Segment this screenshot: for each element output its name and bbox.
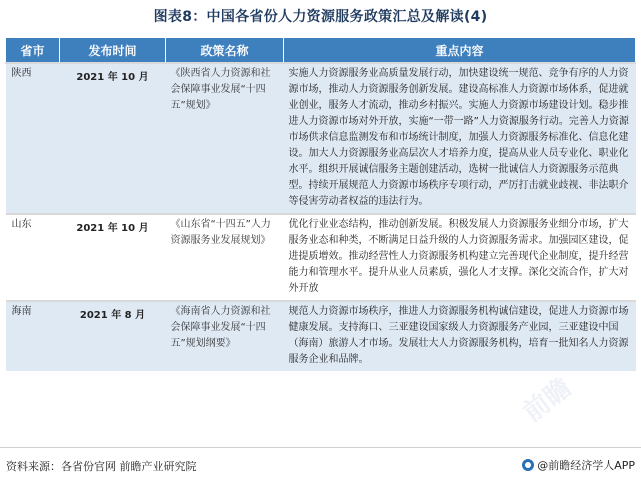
- source-note: 资料来源：各省份官网 前瞻产业研究院: [6, 460, 197, 473]
- brand-label: @前瞻经济学人APP: [537, 459, 635, 472]
- policy-name-cell: 《海南省人力资源和社会保障事业发展“十四五”规划纲要》: [166, 301, 284, 371]
- policy-name-cell: 《山东省“十四五”人力资源服务业发展规划》: [166, 214, 284, 301]
- date-cell: 2021 年 10 月: [60, 63, 166, 214]
- table-row: [6, 301, 636, 371]
- date-cell: 2021 年 10 月: [60, 214, 166, 301]
- policy-table: [5, 37, 635, 371]
- key-content-cell: 规范人力资源市场秩序，推进人力资源服务机构诚信建设，促进人力资源市场健康发展。支持海口、三亚建设国家级人力资源服务产业园，三亚建设中国（海南）旅游人才市场。发展壮大人力资源服务机构，培育一批知名人力资源服务企业和品牌。: [284, 301, 636, 371]
- key-content-cell: 实施人力资源服务业高质量发展行动，加快建设统一规范、竞争有序的人力资源市场，推动人力资源服务创新发展。建设高标准人力资源市场体系，促进就业创业，服务人才流动，推动乡村振兴。实施人力资源市场建设计划。稳步推进人力资源市场对外开放，实施“一带一路”人力资源服务行动。完善人力资源市场供求信息监测发布和市场统计制度，加强人力资源服务标准化、信息化建设。加大人力资源服务业高层次人才培养力度，提高从业人员专业化、职业化水平。组织开展诚信服务主题创建活动，选树一批诚信人力资源服务示范典型。持续开展规范人力资源市场秩序专项行动，严厉打击就业歧视、非法职介等侵害劳动者权益的违法行为。: [284, 63, 636, 214]
- table-header-row: [6, 38, 636, 64]
- key-content-cell: 优化行业业态结构，推动创新发展。积极发展人力资源服务业细分市场，扩大服务业态和种类，不断满足日益升级的人力资源服务需求。加强园区建设，促进提质增效。推动经营性人力资源服务机构建立完善现代企业制度，提升经营能力和管理水平。提升从业人员素质，强化人才支撑。深化交流合作，扩大对外开放: [284, 214, 636, 301]
- column-header-content: 重点内容: [284, 38, 636, 64]
- column-header-date: 发布时间: [60, 38, 166, 64]
- brand-credit: [522, 457, 635, 473]
- table-row: [6, 63, 636, 214]
- footer: [0, 447, 641, 478]
- table-row: [6, 214, 636, 301]
- column-header-policy: 政策名称: [166, 38, 284, 64]
- date-cell: 2021 年 8 月: [60, 301, 166, 371]
- column-header-province: 省市: [6, 38, 60, 64]
- province-cell: 陕西: [6, 63, 60, 214]
- policy-name-cell: 《陕西省人力资源和社会保障事业发展“十四五”规划》: [166, 63, 284, 214]
- province-cell: 山东: [6, 214, 60, 301]
- watermark: 前瞻: [517, 372, 578, 429]
- page-title: 图表8：中国各省份人力资源服务政策汇总及解读(4): [153, 9, 488, 25]
- qianzhan-logo-icon: [522, 459, 534, 471]
- province-cell: 海南: [6, 301, 60, 371]
